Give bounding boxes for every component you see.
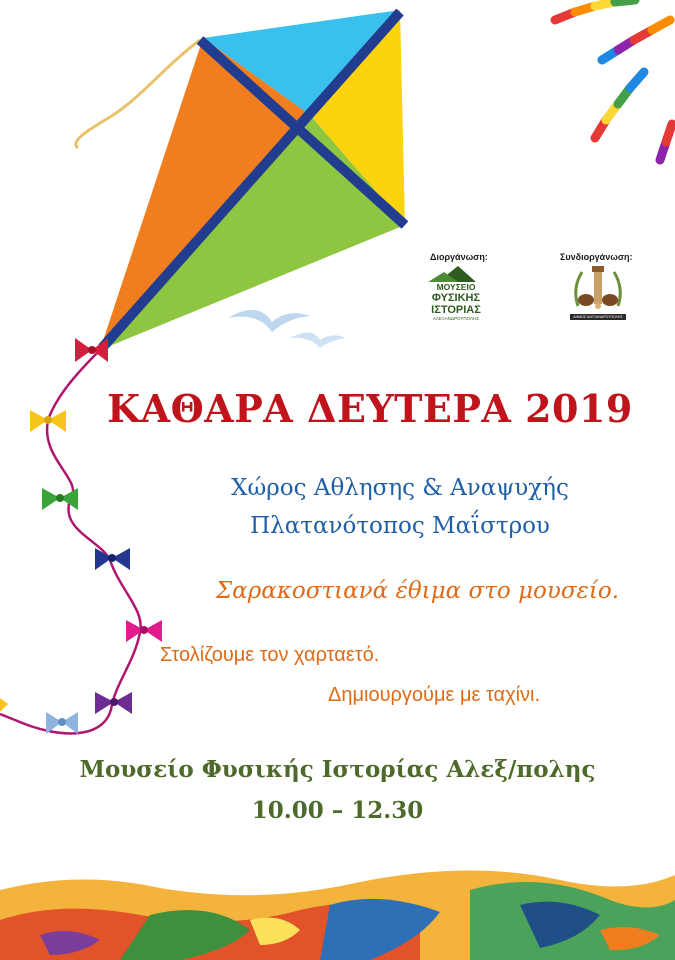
ribbon-icon: [555, 0, 672, 160]
venue-line-1: Χώρος Αθλησης & Αναψυχής: [231, 475, 569, 501]
co-organizer-caption: Συνδιοργάνωση:: [560, 252, 633, 262]
bow-icon-pink: [126, 620, 162, 642]
bow-icon-green: [42, 488, 78, 510]
bird-icon: [290, 332, 346, 348]
kite-icon: [100, 10, 405, 350]
activity-2: Δημιουργούμε με ταχίνι.: [328, 684, 541, 706]
co-organizer-logo: [570, 262, 626, 324]
co-organizer-logo-band: ΔΗΜΟΣ ΑΛΕΞΑΝΔΡΟΥΠΟΛΗΣ: [570, 314, 626, 320]
bird-icon: [228, 310, 310, 332]
poster-title: ΚΑΘΑΡΑ ΔΕΥΤΕΡΑ 2019: [107, 386, 633, 431]
mountain-icon: [418, 264, 494, 282]
organizer-logo-line4: ΑΛΕΞΑΝΔΡΟΥΠΟΛΗΣ: [432, 316, 480, 321]
event-subtitle: Σαρακοστιανά έθιμα στο μουσείο.: [215, 578, 620, 604]
organizer-logo: [418, 264, 494, 322]
venue-line-2: Πλατανότοπος Μαΐστρου: [250, 513, 550, 539]
event-time: 10.00 – 12.30: [251, 797, 424, 824]
organizer-logo-line3: ΙΣΤΟΡΙΑΣ: [431, 304, 481, 316]
organizer-caption: Διοργάνωση:: [430, 252, 488, 262]
activity-1: Στολίζουμε τον χαρταετό.: [160, 644, 380, 666]
organizer-logo-line1: ΜΟΥΣΕΙΟ: [436, 282, 476, 292]
municipality-emblem-icon: [570, 262, 626, 314]
museum-name: Μουσείο Φυσικής Ιστορίας Αλεξ/πολης: [79, 756, 596, 783]
bow-icon-yellow-small: [0, 698, 8, 712]
painting-strip-icon: [0, 870, 675, 960]
organizer-logo-line2: ΦΥΣΙΚΗΣ: [431, 292, 481, 304]
